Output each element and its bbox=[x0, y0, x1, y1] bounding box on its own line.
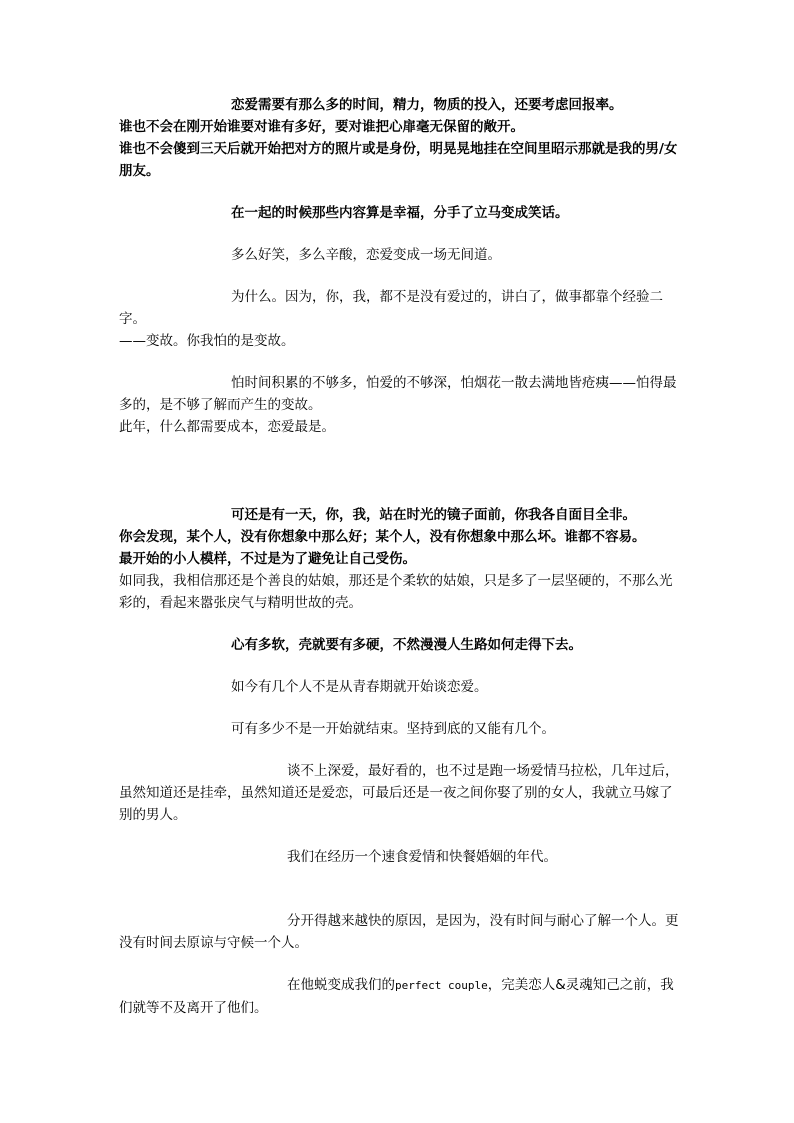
paragraph-3: 谁也不会傻到三天后就开始把对方的照片或是身份，明晃晃地挂在空间里昭示那就是我的男/女朋友。 bbox=[119, 141, 678, 179]
paragraph-9: 此年，什么都需要成本，恋爱最是。 bbox=[119, 419, 335, 435]
paragraph-13: 如同我，我相信那还是个善良的姑娘，那还是个柔软的姑娘，只是多了一层坚硬的，不那么光彩的，看起来嚣张戾气与精明世故的壳。 bbox=[119, 573, 673, 611]
paragraph-20 bbox=[119, 974, 679, 1019]
paragraph-16: 可有多少不是一开始就结束。坚持到底的又能有几个。 bbox=[231, 721, 555, 737]
paragraph-14: 心有多软，壳就要有多硬，不然漫漫人生路如何走得下去。 bbox=[231, 637, 582, 653]
paragraph-1: 恋爱需要有那么多的时间，精力，物质的投入，还要考虑回报率。 bbox=[231, 97, 623, 113]
paragraph-6: 为什么。因为，你，我，都不是没有爱过的，讲白了，做事都靠个经验二字。 bbox=[119, 289, 663, 327]
paragraph-4: 在一起的时候那些内容算是幸福，分手了立马变成笑话。 bbox=[231, 205, 569, 221]
paragraph-12: 最开始的小人模样，不过是为了避免让自己受伤。 bbox=[119, 551, 416, 567]
paragraph-17: 谈不上深爱，最好看的，也不过是跑一场爱情马拉松，几年过后，虽然知道还是挂牵，虽然知道还是爱恋，可最后还是一夜之间你娶了别的女人，我就立马嫁了别的男人。 bbox=[119, 763, 679, 823]
paragraph-2: 谁也不会在刚开始谁要对谁有多好，要对谁把心扉毫无保留的敞开。 bbox=[119, 119, 524, 135]
paragraph-19: 分开得越来越快的原因，是因为，没有时间与耐心了解一个人。更没有时间去原谅与守候一个人。 bbox=[119, 913, 679, 951]
paragraph-18: 我们在经历一个速食爱情和快餐婚姻的年代。 bbox=[287, 849, 557, 865]
paragraph-11: 你会发现，某个人，没有你想象中那么好；某个人，没有你想象中那么坏。谁都不容易。 bbox=[119, 529, 646, 545]
paragraph-15: 如今有几个人不是从青春期就开始谈恋爱。 bbox=[231, 679, 488, 695]
paragraph-10: 可还是有一天，你，我，站在时光的镜子面前，你我各自面目全非。 bbox=[231, 507, 636, 523]
paragraph-7: ——变故。你我怕的是变故。 bbox=[119, 333, 295, 349]
paragraph-8: 怕时间积累的不够多，怕爱的不够深，怕烟花一散去满地皆疮痍——怕得最多的，是不够了解而产生的变故。 bbox=[119, 375, 677, 413]
paragraph-5: 多么好笑，多么辛酸，恋爱变成一场无间道。 bbox=[231, 247, 501, 263]
document-page bbox=[119, 94, 679, 1019]
paragraph-20-start: 在他蜕变成我们的 bbox=[287, 977, 395, 993]
paragraph-20-english: perfect couple bbox=[395, 979, 488, 992]
paragraph-20-end: ，完美恋人&灵魂知己之前，我们就等不及离开了他们。 bbox=[119, 977, 674, 1016]
